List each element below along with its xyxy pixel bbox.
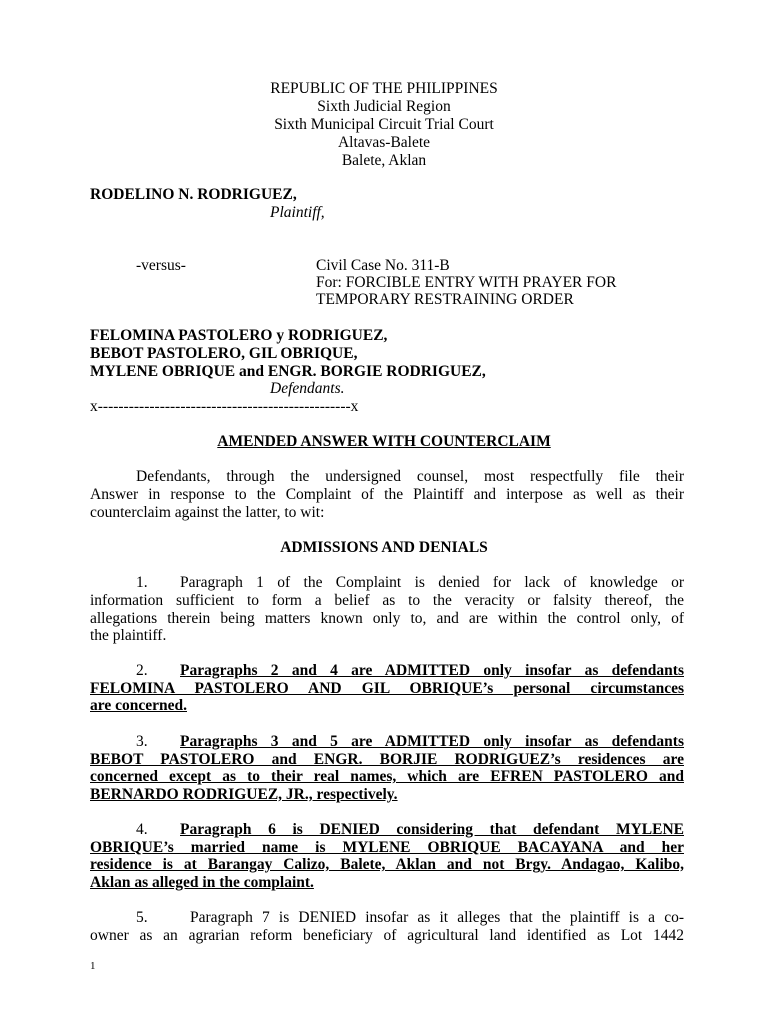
section-heading: ADMISSIONS AND DENIALS: [280, 539, 488, 556]
paragraph-1-line-1: Paragraph 1 of the Complaint is denied for lack of knowledge or: [180, 574, 684, 591]
paragraph-3-line-2: BEBOT PASTOLERO and ENGR. BORJIE RODRIGUEZ’s residences are: [90, 751, 684, 768]
intro-line-2: Answer in response to the Complaint of the Plaintiff and interpose as well as their: [90, 486, 684, 503]
paragraph-3-line-1: Paragraphs 3 and 5 are ADMITTED only insofar as defendants: [180, 733, 684, 750]
caption-separator: x-------------------------------------------------x: [90, 398, 359, 415]
paragraph-4-line-3: residence is at Barangay Calizo, Balete, Aklan and not Brgy. Andagao, Kalibo,: [90, 856, 684, 873]
paragraph-3-line-3: concerned except as to their real names, which are EFREN PASTOLERO and: [90, 768, 684, 785]
versus-label: -versus-: [136, 257, 186, 274]
paragraph-2-line-3: are concerned.: [90, 697, 187, 714]
case-nature-line-1: For: FORCIBLE ENTRY WITH PRAYER FOR: [316, 274, 617, 291]
paragraph-1-line-4: the plaintiff.: [90, 627, 167, 644]
header-line-2: Sixth Judicial Region: [317, 98, 451, 115]
paragraph-2-line-2: FELOMINA PASTOLERO AND GIL OBRIQUE’s personal circumstances: [90, 680, 684, 697]
case-number: Civil Case No. 311-B: [316, 257, 450, 274]
header-line-4: Altavas-Balete: [337, 134, 431, 151]
paragraph-4-line-4: Aklan as alleged in the complaint.: [90, 874, 314, 891]
header-line-5: Balete, Aklan: [341, 152, 427, 169]
case-nature-line-2: TEMPORARY RESTRAINING ORDER: [316, 291, 574, 308]
paragraph-3-number: 3.: [136, 733, 148, 750]
paragraph-4-number: 4.: [136, 821, 148, 838]
paragraph-3-line-4: BERNARDO RODRIGUEZ, JR., respectively.: [90, 786, 398, 803]
paragraph-5-line-2: owner as an agrarian reform beneficiary of agricultural land identified as Lot 1442: [90, 927, 684, 944]
paragraph-2-line-1: Paragraphs 2 and 4 are ADMITTED only insofar as defendants: [180, 662, 684, 679]
paragraph-5-line-1: Paragraph 7 is DENIED insofar as it alleges that the plaintiff is a co-: [190, 909, 684, 926]
intro-line-3: counterclaim against the latter, to wit:: [90, 504, 325, 521]
paragraph-4-line-2: OBRIQUE’s married name is MYLENE OBRIQUE BACAYANA and her: [90, 839, 684, 856]
defendants-line-1: FELOMINA PASTOLERO y RODRIGUEZ,: [90, 327, 388, 344]
document-title: AMENDED ANSWER WITH COUNTERCLAIM: [217, 433, 551, 450]
intro-line-1: Defendants, through the undersigned counsel, most respectfully file their: [136, 468, 684, 485]
paragraph-1-line-2: information sufficient to form a belief as to the veracity or falsity thereof, the: [90, 592, 684, 609]
defendants-line-3: MYLENE OBRIQUE and ENGR. BORGIE RODRIGUEZ,: [90, 363, 486, 380]
header-line-3: Sixth Municipal Circuit Trial Court: [274, 116, 494, 133]
page-number: 1: [90, 960, 96, 972]
plaintiff-name: RODELINO N. RODRIGUEZ,: [90, 186, 297, 203]
header-line-1: REPUBLIC OF THE PHILIPPINES: [270, 80, 498, 97]
defendants-label: Defendants.: [270, 380, 345, 397]
paragraph-1-number: 1.: [136, 574, 148, 591]
paragraph-4-line-1: Paragraph 6 is DENIED considering that defendant MYLENE: [180, 821, 684, 838]
paragraph-2-number: 2.: [136, 662, 148, 679]
defendants-line-2: BEBOT PASTOLERO, GIL OBRIQUE,: [90, 345, 358, 362]
plaintiff-label: Plaintiff,: [270, 204, 325, 221]
paragraph-1-line-3: allegations therein being matters known only to, and are within the control only, of: [90, 610, 684, 627]
paragraph-5-number: 5.: [136, 909, 148, 926]
